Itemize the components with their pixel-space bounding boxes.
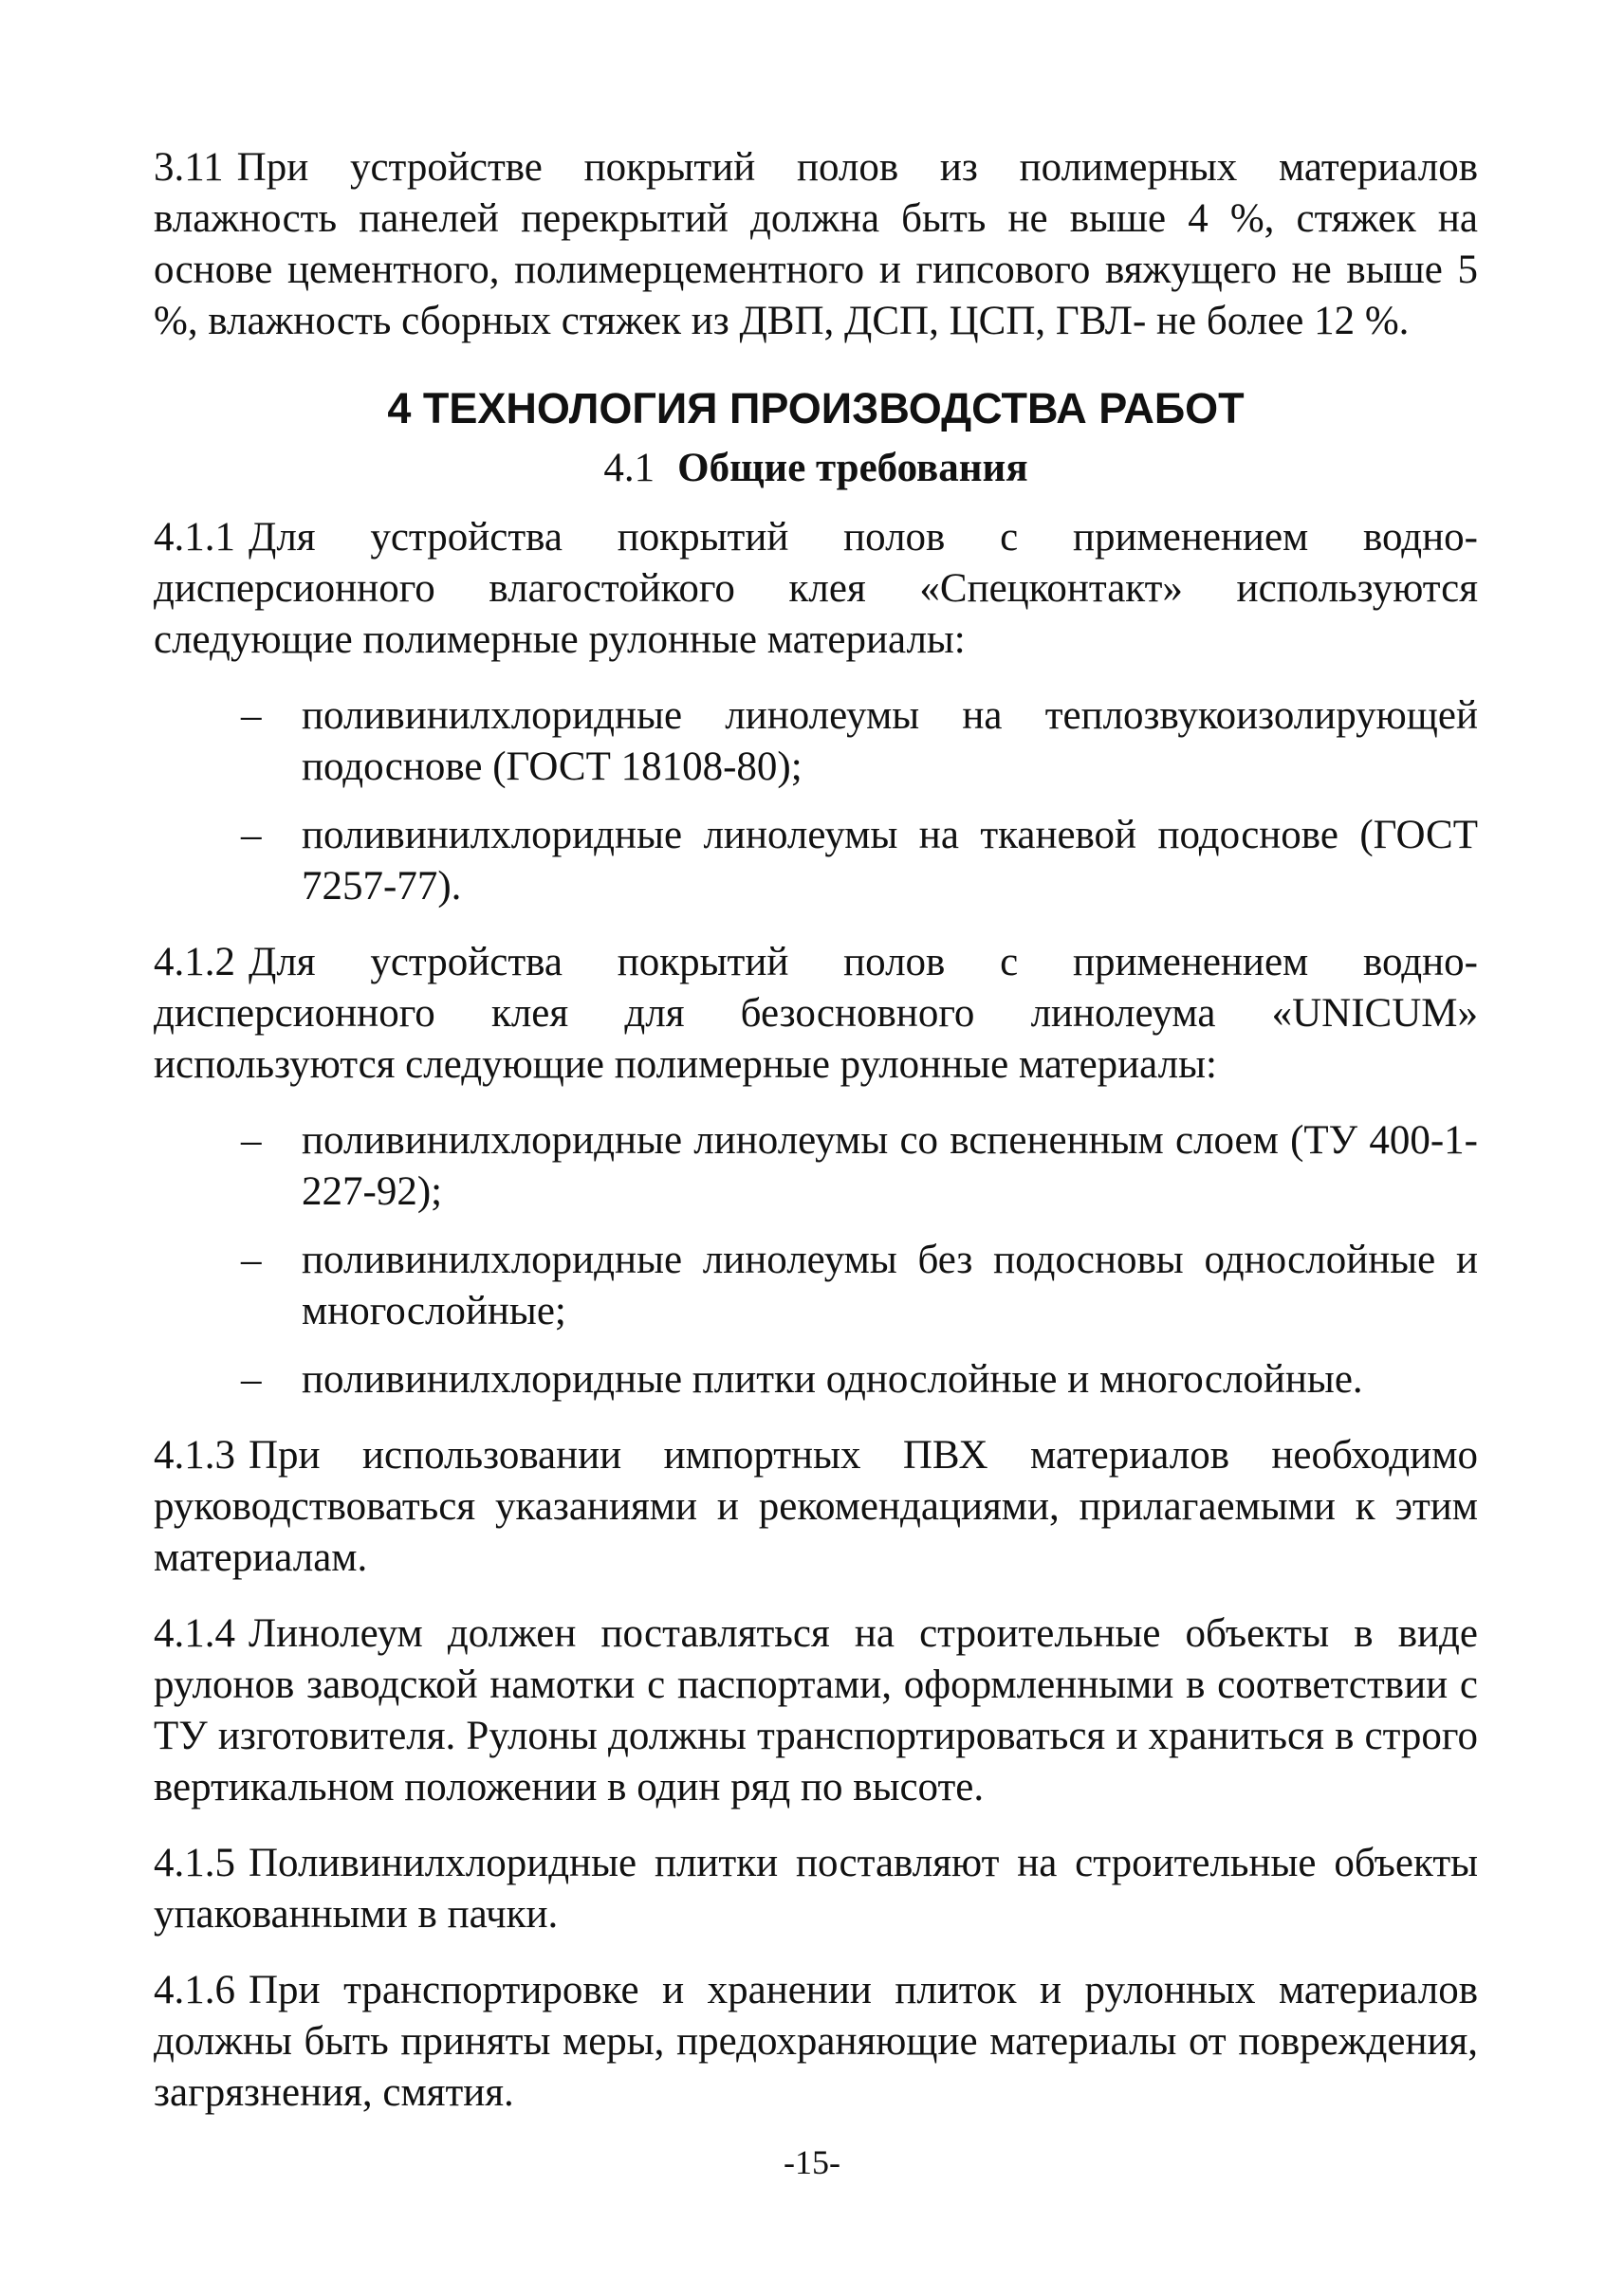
list-item-text: поливинилхлоридные плитки однослойные и многослойные. <box>302 1357 1363 1402</box>
paragraph-4-1-6 <box>154 1965 1478 2119</box>
section-title: 4 ТЕХНОЛОГИЯ ПРОИЗВОДСТВА РАБОТ <box>387 384 1245 432</box>
list-item <box>154 690 1478 793</box>
paragraph-text: Для устройства покрытий полов с применением водно-дисперсионного влагостойкого клея «Спецконтакт» используются следующие полимерные рулонные материалы: <box>154 515 1478 662</box>
paragraph-text: При устройстве покрытий полов из полимерных материалов влажность панелей перекрытий должна быть не выше 4 %, стяжек на основе цементного, полимерцементного и гипсового вяжущего не выше 5 %, влажность сборных стяжек из ДВП, ДСП, ЦСП, ГВЛ- не более 12 %. <box>154 145 1478 343</box>
list-item-text: поливинилхлоридные линолеумы на тканевой подоснове (ГОСТ 7257-77). <box>302 813 1478 909</box>
dash-marker: – <box>241 1357 262 1402</box>
dash-marker: – <box>241 693 262 738</box>
materials-list-4-1-2 <box>154 1115 1478 1405</box>
paragraph-4-1-4 <box>154 1608 1478 1813</box>
paragraph-text: При транспортировке и хранении плиток и рулонных материалов должны быть приняты меры, предохраняющие материалы от повреждения, загрязнения, смятия. <box>154 1968 1478 2115</box>
list-item <box>154 1115 1478 1218</box>
paragraph-number: 4.1.1 <box>154 515 235 560</box>
paragraph-number: 4.1.4 <box>154 1611 235 1656</box>
subsection-text: Общие требования <box>677 446 1028 490</box>
paragraph-number: 3.11 <box>154 145 224 190</box>
paragraph-text: Для устройства покрытий полов с применением водно-дисперсионного клея для безосновного линолеума «UNICUM» используются следующие полимерные рулонные материалы: <box>154 940 1478 1087</box>
dash-marker: – <box>241 1238 262 1282</box>
materials-list-4-1-1 <box>154 690 1478 912</box>
document-page <box>154 142 1478 2143</box>
list-item-text: поливинилхлоридные линолеумы со вспененным слоем (ТУ 400-1-227-92); <box>302 1118 1478 1214</box>
subsection-title <box>154 442 1478 495</box>
paragraph-number: 4.1.3 <box>154 1433 235 1478</box>
paragraph-4-1-3 <box>154 1430 1478 1584</box>
list-item-text: поливинилхлоридные линолеумы без подосновы однослойные и многослойные; <box>302 1238 1478 1333</box>
subsection-number: 4.1 <box>603 446 655 490</box>
paragraph-number: 4.1.5 <box>154 1841 235 1885</box>
paragraph-4-1-2 <box>154 937 1478 1091</box>
dash-marker: – <box>241 813 262 857</box>
paragraph-text: При использовании импортных ПВХ материалов необходимо руководствоваться указаниями и рекомендациями, прилагаемыми к этим материалам. <box>154 1433 1478 1580</box>
list-item <box>154 810 1478 912</box>
paragraph-3-11 <box>154 142 1478 347</box>
list-item <box>154 1235 1478 1337</box>
list-item <box>154 1354 1478 1405</box>
list-item-text: поливинилхлоридные линолеумы на теплозвукоизолирующей подоснове (ГОСТ 18108-80); <box>302 693 1478 789</box>
paragraph-text: Линолеум должен поставляться на строительные объекты в виде рулонов заводской намотки с паспортами, оформленными в соответствии с ТУ изготовителя. Рулоны должны транспортироваться и храниться в строго вертикальном положении в один ряд по высоте. <box>154 1611 1478 1809</box>
paragraph-text: Поливинилхлоридные плитки поставляют на строительные объекты упакованными в пачки. <box>154 1841 1478 1937</box>
paragraph-4-1-5 <box>154 1838 1478 1940</box>
page-number: -15- <box>784 2143 840 2181</box>
dash-marker: – <box>241 1118 262 1163</box>
paragraph-number: 4.1.6 <box>154 1968 235 2012</box>
paragraph-4-1-1 <box>154 512 1478 666</box>
paragraph-number: 4.1.2 <box>154 940 235 984</box>
